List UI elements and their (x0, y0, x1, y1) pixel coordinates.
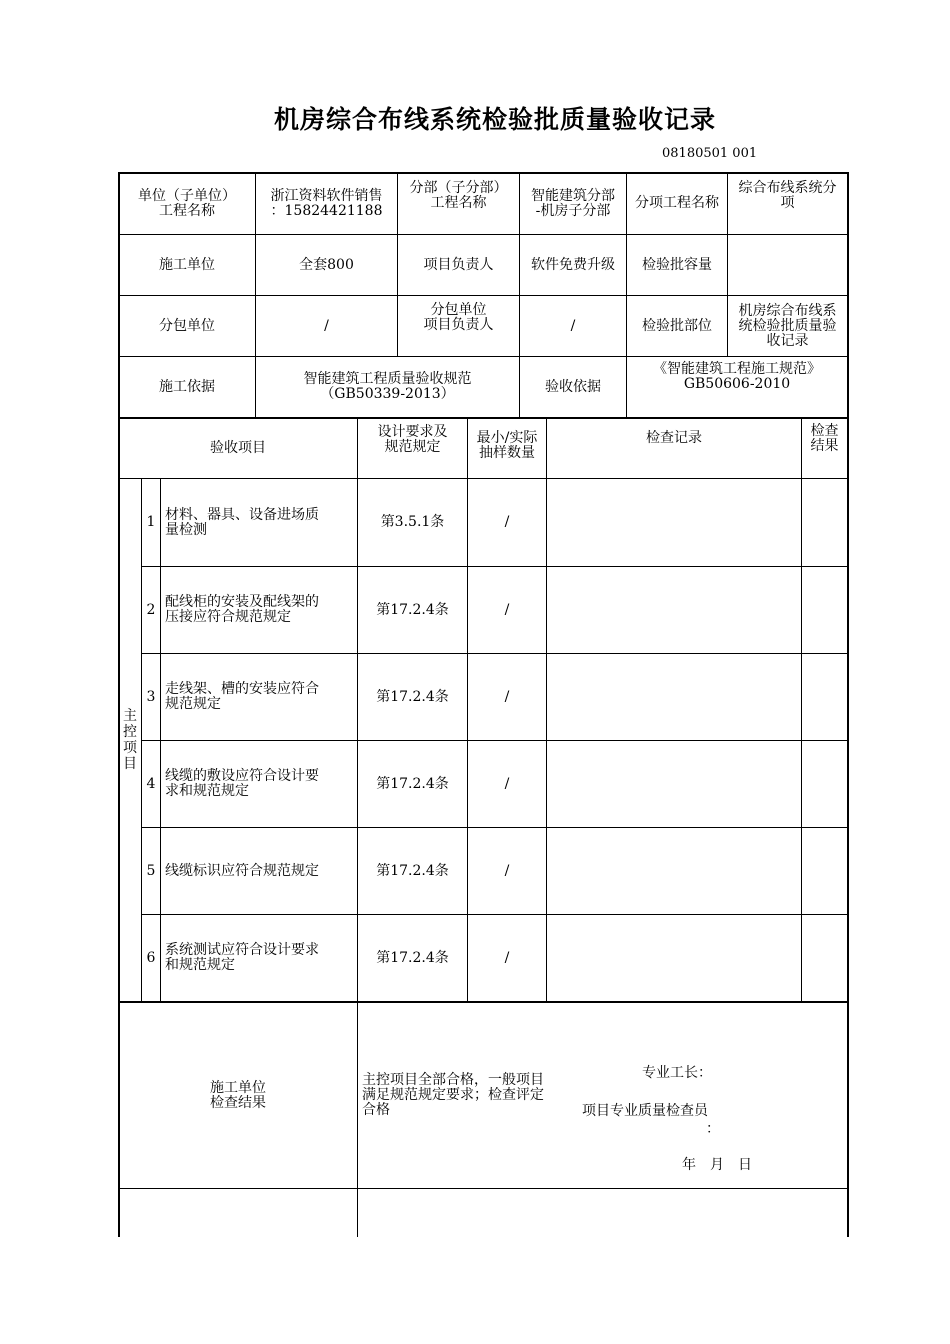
part-label: 检验批部位 (642, 317, 712, 334)
sub-manager-value: / (570, 317, 576, 334)
group-label-text: 主控项目 (123, 708, 137, 772)
row-1-no: 1 (146, 514, 156, 530)
row-3-item: 走线架、槽的安装应符合 规范规定 (165, 681, 319, 712)
row-5-no: 5 (146, 862, 156, 879)
row-6-design: 第17.2.4条 (376, 949, 449, 966)
row-4-no: 4 (146, 775, 156, 792)
part-value: 机房综合布线系 统检验批质量验 收记录 (738, 302, 837, 349)
row-1-design: 第3.5.1条 (380, 514, 445, 530)
row-4-item: 线缆的敷设应符合设计要 求和规范规定 (165, 768, 319, 799)
row-4-sample: / (504, 775, 510, 792)
col-design-header: 设计要求及 规范规定 (377, 424, 448, 455)
col-result-header: 检查 结果 (810, 423, 839, 454)
unit-value: 浙江资料软件销售 ：15824421188 (270, 187, 383, 219)
row-1-item: 材料、器具、设备进场质 量检测 (165, 506, 319, 538)
row-5-sample: / (504, 862, 510, 879)
row-3-sample: / (504, 688, 510, 705)
col-record-header: 检查记录 (646, 430, 702, 446)
sub-value: 智能建筑分部 -机房子分部 (531, 187, 615, 219)
row-2-no: 2 (146, 601, 156, 618)
manager-value: 软件免费升级 (531, 256, 615, 273)
group-label (119, 479, 141, 1001)
form-code: 08180501 001 (662, 146, 758, 161)
row-2-design: 第17.2.4条 (376, 601, 449, 618)
accept-label: 验收依据 (545, 378, 601, 395)
sub-manager-label: 分包单位 项目负责人 (423, 302, 494, 333)
row-6-no: 6 (146, 949, 156, 966)
row-3-no: 3 (146, 688, 156, 705)
constructor-value: 全套800 (299, 256, 354, 273)
result-label: 施工单位 检查结果 (210, 1079, 266, 1111)
subcontract-value: / (324, 317, 329, 334)
row-6-sample: / (504, 949, 510, 966)
row-1-sample: / (504, 514, 510, 530)
accept-value: 《智能建筑工程施工规范》 GB50606-2010 (653, 361, 821, 392)
basis-value: 智能建筑工程质量验收规范 （GB50339-2013） (303, 371, 472, 402)
sub-label: 分部（子分部） 工程名称 (409, 180, 508, 211)
row-6-item: 系统测试应符合设计要求 和规范规定 (165, 942, 319, 973)
result-text: 主控项目全部合格，一般项目 满足规范规定要求；检查评定 合格 (362, 1072, 544, 1118)
row-2-sample: / (504, 601, 510, 618)
inspector-label: 项目专业质量检查员 (582, 1102, 708, 1119)
row-2-item: 配线柜的安装及配线架的 压接应符合规范规定 (165, 594, 319, 625)
item-label: 分项工程名称 (635, 195, 719, 211)
page-title: 机房综合布线系统检验批质量验收记录 (273, 105, 716, 134)
col-sample-header: 最小/实际 抽样数量 (476, 430, 538, 461)
capacity-label: 检验批容量 (642, 256, 712, 273)
item-value: 综合布线系统分 项 (738, 180, 837, 211)
col-item-header: 验收项目 (210, 440, 266, 456)
basis-label: 施工依据 (159, 378, 215, 395)
row-5-design: 第17.2.4条 (376, 862, 449, 879)
row-3-design: 第17.2.4条 (376, 688, 449, 705)
foreman-label: 专业工长： (642, 1064, 712, 1081)
capacity-value[interactable] (728, 235, 847, 295)
row-4-design: 第17.2.4条 (376, 775, 449, 792)
row-5-item: 线缆标识应符合规范规定 (165, 862, 319, 879)
date-label: 年 月 日 (682, 1156, 752, 1173)
unit-label: 单位（子单位） 工程名称 (138, 187, 236, 219)
inspector-colon: ： (706, 1120, 720, 1137)
subcontract-label: 分包单位 (159, 317, 215, 334)
constructor-label: 施工单位 (159, 256, 215, 273)
manager-label: 项目负责人 (423, 256, 494, 273)
